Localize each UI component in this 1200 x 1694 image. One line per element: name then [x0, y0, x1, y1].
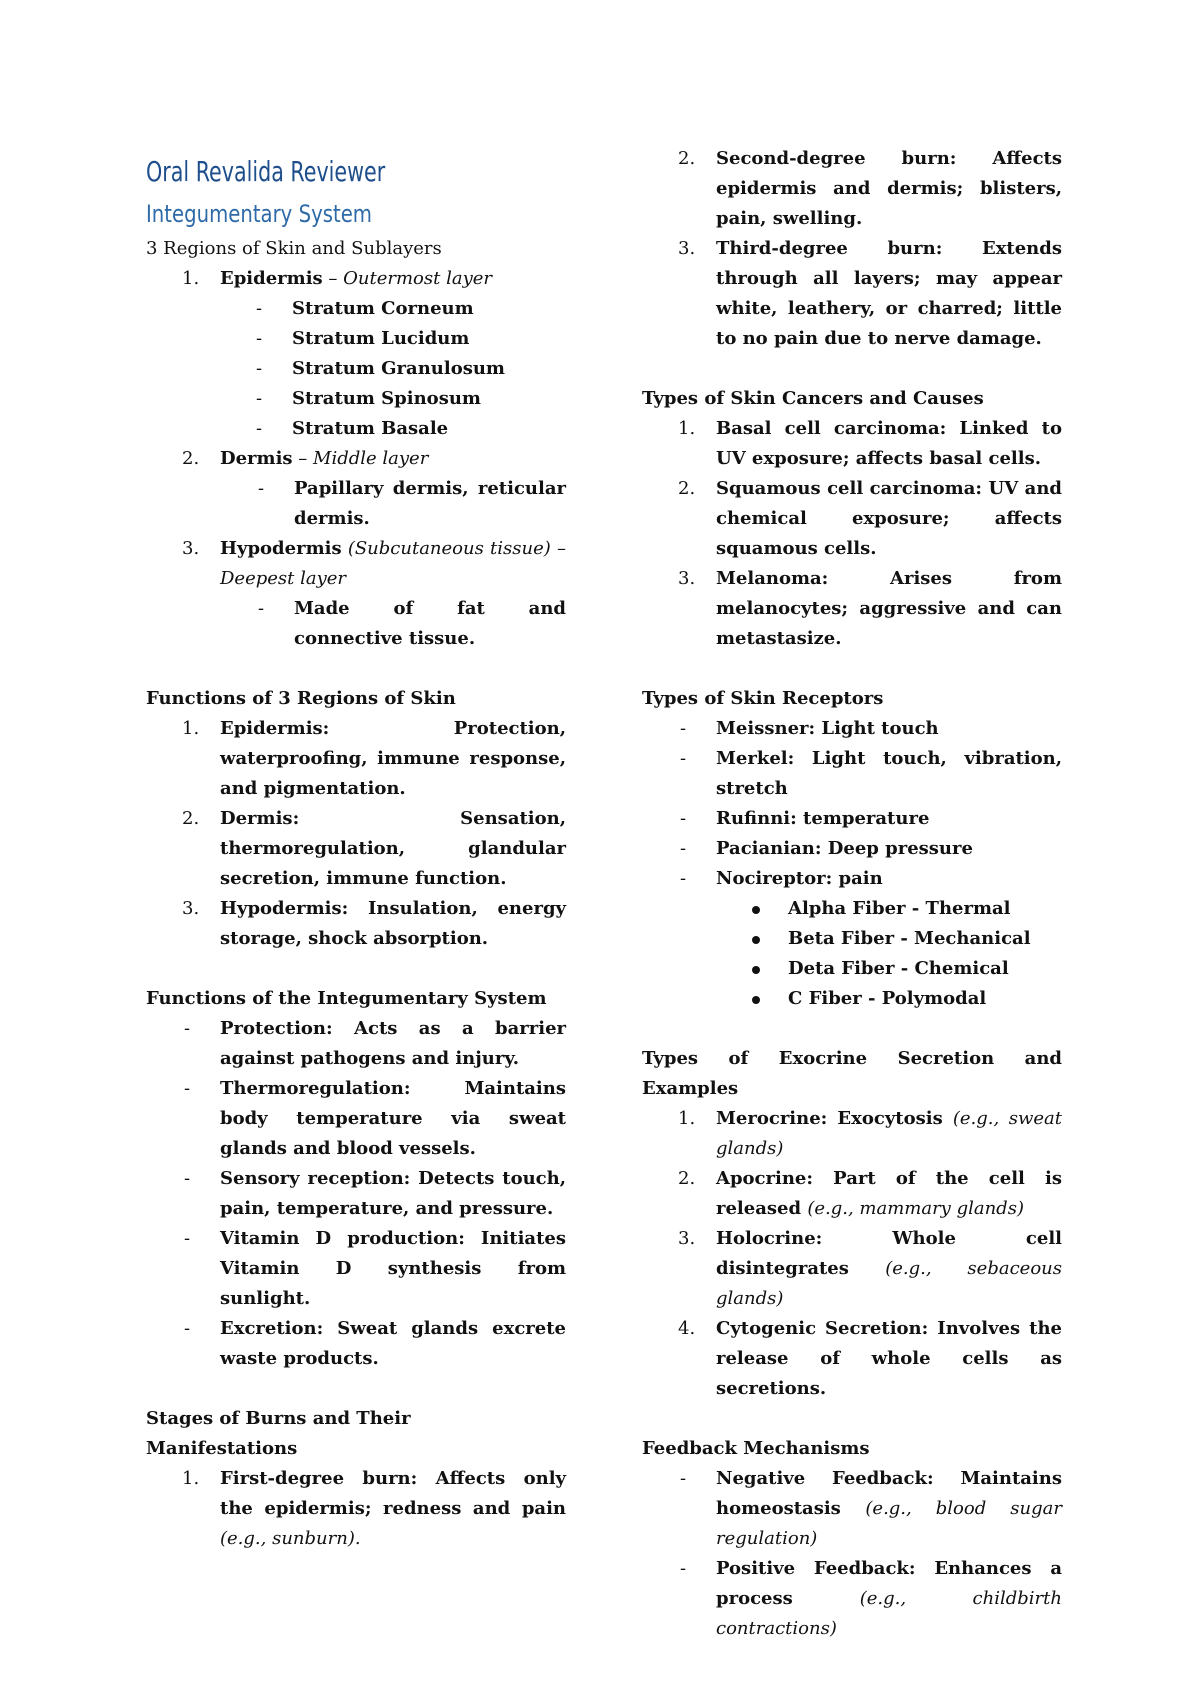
list-item	[146, 264, 566, 444]
list-item	[642, 804, 1062, 834]
list-number: 2.	[678, 478, 696, 499]
list-text: Epidermis: Protection, waterproofing, immune response, and pigmentation.	[220, 718, 566, 799]
functions-regions-heading: Functions of 3 Regions of Skin	[146, 688, 456, 709]
list-item	[218, 384, 566, 414]
sublayer-text: Made of fat and connective tissue.	[294, 598, 566, 649]
list-number: 1.	[182, 1468, 200, 1489]
dash-marker: -	[256, 418, 263, 439]
dash-marker: -	[256, 328, 263, 349]
list-text: C Fiber - Polymodal	[788, 988, 987, 1009]
bullet-dot-icon	[752, 936, 760, 944]
right-column	[642, 144, 1062, 1674]
dash-marker: -	[680, 868, 687, 889]
list-text: Dermis: Sensation, thermoregulation, glandular secretion, immune function.	[220, 808, 566, 889]
list-text: Deta Fiber - Chemical	[788, 958, 1009, 979]
regions-heading: 3 Regions of Skin and Sublayers	[146, 238, 442, 259]
region-name: Hypodermis	[220, 538, 342, 559]
sublayer-list	[220, 474, 566, 534]
list-text: Rufinni: temperature	[716, 808, 930, 829]
dash-marker: -	[680, 718, 687, 739]
list-text: Basal cell carcinoma: Linked to UV exposure; affects basal cells.	[716, 418, 1062, 469]
list-number: 3.	[678, 1228, 696, 1249]
dash-marker: -	[256, 358, 263, 379]
list-number: 2.	[182, 448, 200, 469]
dash-marker: -	[680, 1558, 687, 1579]
list-item	[642, 414, 1062, 474]
list-text: Merocrine: Exocytosis	[716, 1108, 953, 1129]
list-text: Merkel: Light touch, vibration, stretch	[716, 748, 1062, 799]
dash-marker: -	[680, 1468, 687, 1489]
list-text: Vitamin D production: Initiates Vitamin D synthesis from sunlight.	[220, 1228, 566, 1309]
burns-heading: Stages of Burns and Their Manifestations	[146, 1408, 411, 1459]
regions-list	[146, 264, 566, 654]
bullet-dot-icon	[752, 906, 760, 914]
list-item	[146, 1164, 566, 1224]
list-item	[642, 924, 1062, 954]
list-item	[146, 1464, 566, 1554]
list-text: Pacianian: Deep pressure	[716, 838, 973, 859]
list-item	[146, 804, 566, 894]
list-number: 3.	[182, 898, 200, 919]
dash-marker: -	[680, 748, 687, 769]
exocrine-list	[642, 1104, 1062, 1404]
dash-marker: -	[256, 298, 263, 319]
functions-regions-list	[146, 714, 566, 954]
list-example: (e.g., blood sugar regulation)	[716, 1498, 1062, 1549]
list-item	[218, 414, 566, 444]
list-text: Cytogenic Secretion: Involves the release of whole cells as secretions.	[716, 1318, 1062, 1399]
region-name: Dermis	[220, 448, 293, 469]
burns-continued-section	[642, 144, 1062, 354]
list-item	[146, 1014, 566, 1074]
burns-section	[146, 1404, 566, 1554]
list-item	[146, 1314, 566, 1374]
cancers-heading: Types of Skin Cancers and Causes	[642, 388, 984, 409]
dash-marker: -	[680, 808, 687, 829]
list-text: Hypodermis: Insulation, energy storage, shock absorption.	[220, 898, 566, 949]
list-text: Second-degree burn: Affects epidermis and dermis; blisters, pain, swelling.	[716, 148, 1062, 229]
list-number: 1.	[182, 718, 200, 739]
list-text: Meissner: Light touch	[716, 718, 939, 739]
list-number: 1.	[678, 418, 696, 439]
list-item	[642, 474, 1062, 564]
list-item	[146, 444, 566, 534]
list-item	[642, 864, 1062, 894]
dash-marker: -	[258, 598, 265, 619]
cancers-section	[642, 384, 1062, 654]
exocrine-heading: Types of Exocrine Secretion and Examples	[642, 1048, 1062, 1099]
dash-marker: -	[184, 1168, 191, 1189]
list-text: Holocrine: Whole cell disintegrates	[716, 1228, 1062, 1279]
list-item	[642, 834, 1062, 864]
document-subtitle: Integumentary System	[146, 200, 372, 228]
list-item	[218, 324, 566, 354]
list-example: (e.g., sunburn).	[220, 1528, 361, 1549]
sublayer-list	[220, 594, 566, 654]
list-text: Melanoma: Arises from melanocytes; aggressive and can metastasize.	[716, 568, 1062, 649]
list-item	[642, 1314, 1062, 1404]
region-name: Epidermis	[220, 268, 323, 289]
list-item	[642, 1224, 1062, 1314]
list-example: (e.g., childbirth contractions)	[716, 1588, 1062, 1639]
fiber-list	[642, 894, 1062, 1014]
list-text: Alpha Fiber - Thermal	[788, 898, 1011, 919]
list-item	[218, 294, 566, 324]
region-note: Outermost layer	[343, 268, 492, 289]
dash-marker: -	[184, 1078, 191, 1099]
list-number: 2.	[678, 148, 696, 169]
list-number: 2.	[182, 808, 200, 829]
list-text: Excretion: Sweat glands excrete waste products.	[220, 1318, 566, 1369]
list-item	[218, 354, 566, 384]
left-column	[146, 138, 566, 1584]
dash-marker: -	[258, 478, 265, 499]
functions-regions-section	[146, 684, 566, 954]
list-text: First-degree burn: Affects only the epidermis; redness and pain	[220, 1468, 566, 1519]
list-number: 2.	[678, 1168, 696, 1189]
dash-marker: -	[184, 1318, 191, 1339]
list-text: Negative Feedback: Maintains homeostasis	[716, 1468, 1062, 1519]
list-number: 3.	[182, 538, 200, 559]
sublayer-text: Papillary dermis, reticular dermis.	[294, 478, 566, 529]
list-text: Nocireptor: pain	[716, 868, 883, 889]
dash-marker: -	[680, 838, 687, 859]
sublayer-text: Stratum Granulosum	[292, 358, 505, 379]
feedback-list	[642, 1464, 1062, 1644]
region-note: (Subcutaneous tissue) – Deepest layer	[220, 538, 566, 589]
list-item	[642, 984, 1062, 1014]
burns-list	[146, 1464, 566, 1554]
list-item	[642, 564, 1062, 654]
list-text: Third-degree burn: Extends through all layers; may appear white, leathery, or charred; little to no pain due to nerve damage.	[716, 238, 1062, 349]
feedback-heading: Feedback Mechanisms	[642, 1438, 870, 1459]
list-text: Positive Feedback: Enhances a process	[716, 1558, 1062, 1609]
sublayer-list	[218, 294, 566, 444]
feedback-section	[642, 1434, 1062, 1644]
functions-system-heading: Functions of the Integumentary System	[146, 988, 547, 1009]
functions-system-list	[146, 1014, 566, 1374]
list-text: Sensory reception: Detects touch, pain, temperature, and pressure.	[220, 1168, 566, 1219]
sublayer-text: Stratum Lucidum	[292, 328, 470, 349]
document-title: Oral Revalida Reviewer	[146, 155, 386, 188]
sublayer-text: Stratum Basale	[292, 418, 449, 439]
region-note: Middle layer	[313, 448, 429, 469]
list-item	[642, 1554, 1062, 1644]
dash-marker: -	[184, 1018, 191, 1039]
list-item	[220, 474, 566, 534]
list-text: Thermoregulation: Maintains body temperature via sweat glands and blood vessels.	[220, 1078, 566, 1159]
list-number: 1.	[182, 268, 200, 289]
list-item	[642, 1164, 1062, 1224]
list-item	[642, 234, 1062, 354]
list-item	[642, 1104, 1062, 1164]
list-item	[642, 954, 1062, 984]
dash-marker: -	[184, 1228, 191, 1249]
sublayer-text: Stratum Spinosum	[292, 388, 481, 409]
list-number: 3.	[678, 568, 696, 589]
receptors-section	[642, 684, 1062, 1014]
bullet-dot-icon	[752, 996, 760, 1004]
list-example: (e.g., sweat glands)	[716, 1108, 1062, 1159]
list-text: Apocrine: Part of the cell is released	[716, 1168, 1062, 1219]
region-separator: –	[292, 448, 314, 469]
exocrine-section	[642, 1044, 1062, 1404]
regions-section	[146, 234, 566, 654]
list-item	[642, 744, 1062, 804]
receptors-heading: Types of Skin Receptors	[642, 688, 884, 709]
bullet-dot-icon	[752, 966, 760, 974]
list-item	[146, 1074, 566, 1164]
burns-list-continued	[642, 144, 1062, 354]
cancers-list	[642, 414, 1062, 654]
receptors-list	[642, 714, 1062, 894]
list-item	[220, 594, 566, 654]
list-example: (e.g., mammary glands)	[807, 1198, 1024, 1219]
list-text: Protection: Acts as a barrier against pathogens and injury.	[220, 1018, 566, 1069]
list-example: (e.g., sebaceous glands)	[716, 1258, 1062, 1309]
list-text: Beta Fiber - Mechanical	[788, 928, 1031, 949]
list-item	[146, 1224, 566, 1314]
list-text: Squamous cell carcinoma: UV and chemical exposure; affects squamous cells.	[716, 478, 1062, 559]
list-item	[642, 144, 1062, 234]
list-number: 1.	[678, 1108, 696, 1129]
list-item	[146, 894, 566, 954]
list-item	[146, 714, 566, 804]
list-number: 4.	[678, 1318, 696, 1339]
list-item	[146, 534, 566, 654]
list-item	[642, 714, 1062, 744]
list-item	[642, 1464, 1062, 1554]
list-number: 3.	[678, 238, 696, 259]
sublayer-text: Stratum Corneum	[292, 298, 474, 319]
list-item	[642, 894, 1062, 924]
region-separator: –	[322, 268, 344, 289]
functions-system-section	[146, 984, 566, 1374]
dash-marker: -	[256, 388, 263, 409]
